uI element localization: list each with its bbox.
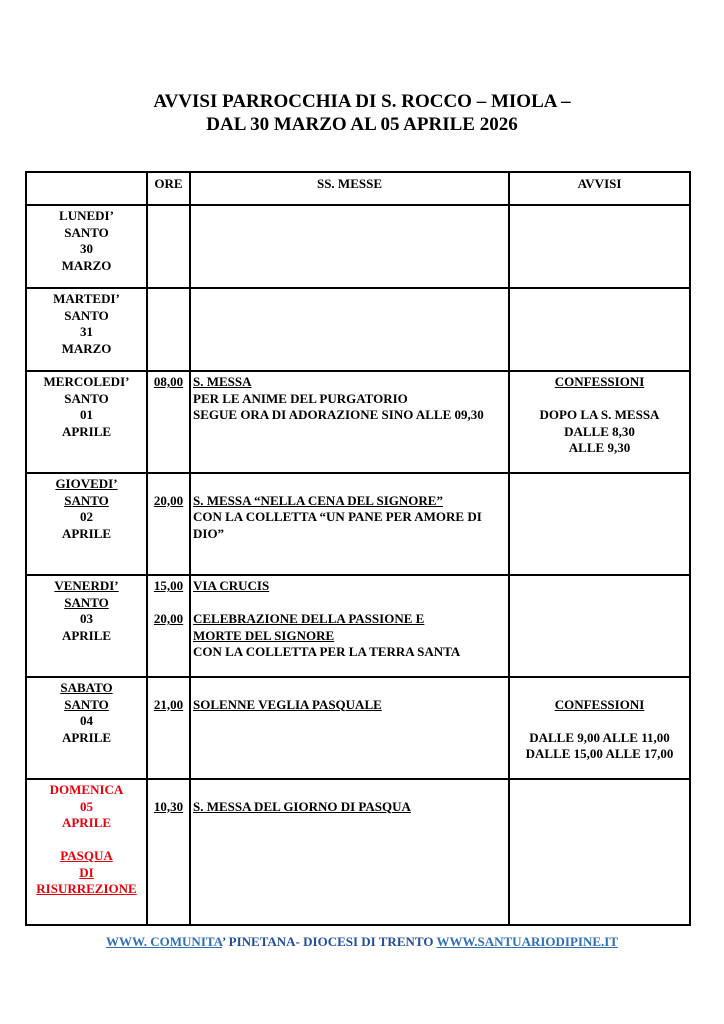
notice-title: CONFESSIONI — [554, 696, 645, 712]
notice-title: CONFESSIONI — [554, 374, 645, 389]
day-month: APRILE — [61, 627, 112, 643]
title-line-1: AVVISI PARROCCHIA DI S. ROCCO – MIOLA – — [153, 91, 571, 112]
notice-detail: DALLE 15,00 ALLE 17,00 — [525, 746, 674, 761]
feast-name: DI — [79, 864, 94, 880]
day-name: MARTEDI’ — [53, 291, 120, 306]
messe-cell — [190, 371, 509, 473]
day-cell — [26, 288, 147, 371]
header-ore: ORE — [147, 172, 190, 205]
mass-title: VIA CRUCIS — [193, 578, 270, 593]
table-row — [26, 575, 690, 677]
notice-detail: DALLE 8,30 — [564, 423, 635, 439]
avvisi-cell — [509, 205, 690, 288]
day-cell — [26, 779, 147, 925]
day-name: GIOVEDI’ — [55, 476, 118, 491]
avvisi-cell — [509, 779, 690, 925]
day-cell — [26, 205, 147, 288]
day-number: 01 — [80, 407, 93, 422]
day-name: VENERDI’ — [54, 578, 119, 593]
day-qualifier: SANTO — [64, 390, 109, 406]
mass-title: MORTE DEL SIGNORE — [193, 627, 335, 643]
notice-detail: DALLE 9,00 ALLE 11,00 — [529, 729, 670, 745]
day-number: 03 — [80, 611, 93, 626]
table-row — [26, 677, 690, 779]
table-row — [26, 205, 690, 288]
mass-detail: SEGUE ORA DI ADORAZIONE SINO ALLE 09,30 — [193, 407, 484, 422]
mass-title: S. MESSA “NELLA CENA DEL SIGNORE” — [193, 492, 443, 508]
time-label: 20,00 — [153, 492, 184, 508]
ore-cell — [147, 575, 190, 677]
time-label: 20,00 — [153, 611, 184, 626]
day-month: APRILE — [61, 729, 112, 745]
time-label: 10,30 — [153, 798, 184, 814]
footer — [0, 934, 724, 950]
day-qualifier: SANTO — [64, 224, 109, 240]
feast-name: RISURREZIONE — [36, 881, 137, 896]
day-month: APRILE — [61, 815, 112, 830]
day-number: 02 — [80, 509, 93, 524]
table-row — [26, 779, 690, 925]
day-qualifier: SANTO — [64, 492, 109, 508]
footer-text: ’ PINETANA- DIOCESI DI TRENTO — [222, 934, 437, 949]
time-label: 21,00 — [153, 696, 184, 712]
table-row — [26, 371, 690, 473]
day-month: APRILE — [61, 525, 112, 541]
avvisi-cell — [509, 575, 690, 677]
time-label: 15,00 — [153, 578, 184, 593]
table-row — [26, 288, 690, 371]
footer-link-comunita[interactable]: WWW. COMUNITA — [105, 934, 223, 949]
avvisi-cell — [509, 371, 690, 473]
mass-title: SOLENNE VEGLIA PASQUALE — [193, 696, 382, 712]
day-name: DOMENICA — [49, 782, 124, 797]
footer-link-santuario[interactable]: WWW.SANTUARIODIPINE.IT — [436, 934, 619, 949]
day-number: 04 — [80, 713, 93, 728]
messe-cell — [190, 575, 509, 677]
day-cell — [26, 575, 147, 677]
ore-cell — [147, 371, 190, 473]
title-line-2: DAL 30 MARZO AL 05 APRILE 2026 — [206, 114, 518, 135]
day-qualifier: SANTO — [64, 696, 109, 712]
messe-cell — [190, 288, 509, 371]
table-header-row — [26, 172, 690, 205]
mass-title: S. MESSA — [193, 374, 252, 389]
ore-cell — [147, 677, 190, 779]
header-day — [26, 172, 147, 205]
notice-detail: ALLE 9,30 — [568, 440, 631, 455]
day-number: 31 — [80, 324, 93, 339]
day-cell — [26, 473, 147, 575]
mass-detail: CON LA COLLETTA “UN PANE PER AMORE DI DIO” — [193, 509, 482, 541]
notice-detail: DOPO LA S. MESSA — [539, 407, 660, 422]
mass-title: CELEBRAZIONE DELLA PASSIONE E — [193, 611, 425, 626]
mass-detail: PER LE ANIME DEL PURGATORIO — [193, 390, 408, 406]
messe-cell — [190, 779, 509, 925]
time-label: 08,00 — [153, 374, 184, 389]
ore-cell — [147, 779, 190, 925]
avvisi-cell — [509, 288, 690, 371]
day-qualifier: SANTO — [64, 307, 109, 323]
messe-cell — [190, 473, 509, 575]
day-number: 05 — [80, 798, 93, 814]
feast-name: PASQUA — [60, 848, 113, 863]
day-cell — [26, 677, 147, 779]
day-month: MARZO — [61, 257, 112, 273]
day-month: MARZO — [61, 340, 112, 356]
table-row — [26, 473, 690, 575]
day-number: 30 — [80, 241, 93, 256]
day-cell — [26, 371, 147, 473]
messe-cell — [190, 205, 509, 288]
mass-detail: CON LA COLLETTA PER LA TERRA SANTA — [193, 644, 461, 659]
day-name: SABATO — [60, 680, 113, 695]
avvisi-cell — [509, 473, 690, 575]
ore-cell — [147, 288, 190, 371]
messe-cell — [190, 677, 509, 779]
schedule-table — [25, 171, 691, 926]
day-qualifier: SANTO — [64, 594, 109, 610]
day-name: MERCOLEDI’ — [43, 374, 130, 389]
day-month: APRILE — [61, 423, 112, 439]
header-avvisi: AVVISI — [509, 172, 690, 205]
avvisi-cell — [509, 677, 690, 779]
header-messe: SS. MESSE — [190, 172, 509, 205]
ore-cell — [147, 473, 190, 575]
mass-title: S. MESSA DEL GIORNO DI PASQUA — [193, 798, 411, 814]
ore-cell — [147, 205, 190, 288]
day-name: LUNEDI’ — [59, 208, 114, 223]
